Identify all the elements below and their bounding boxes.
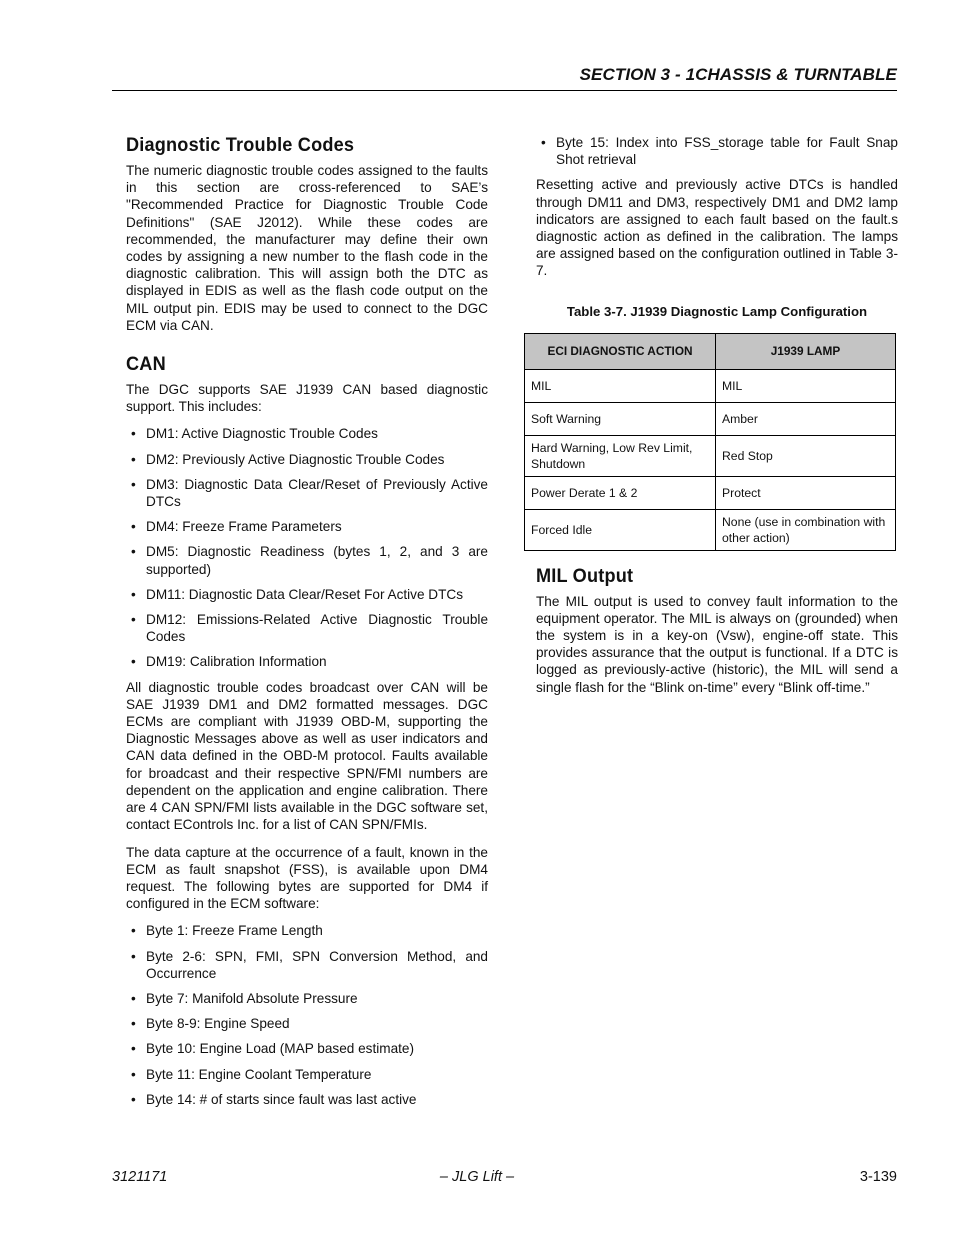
header-rule	[112, 90, 897, 91]
table-caption: Table 3-7. J1939 Diagnostic Lamp Configuration	[566, 303, 868, 319]
list-item: • DM5: Diagnostic Readiness (bytes 1, 2, and 3 are supported)	[131, 544, 488, 577]
lamp-config-table	[524, 333, 896, 551]
table-cell: Hard Warning, Low Rev Limit, Shutdown	[525, 435, 716, 476]
list-item: • DM4: Freeze Frame Parameters	[131, 519, 342, 535]
table-row	[525, 369, 896, 402]
list-item: • Byte 10: Engine Load (MAP based estimate)	[131, 1041, 415, 1057]
mil-paragraph: The MIL output is used to convey fault information to the equipment operator. The MIL is always on (grounded) when the system is in a key-on (Vsw), engine-off state. This provides assurance that the output is functional. If a DTC is logged as previously-active (historic), the MIL will send a single flash for the “Blink on-time” every “Blink off-time.”	[536, 593, 898, 695]
section-title: SECTION 3 - 1CHASSIS & TURNTABLE	[579, 65, 897, 84]
table-cell: Protect	[716, 476, 896, 509]
table-cell: MIL	[716, 369, 896, 402]
column-header: J1939 LAMP	[716, 333, 896, 369]
list-item: • Byte 2-6: SPN, FMI, SPN Conversion Method, and Occurrence	[131, 948, 488, 981]
list-item: • DM2: Previously Active Diagnostic Trouble Codes	[131, 451, 445, 467]
column-header: ECI DIAGNOSTIC ACTION	[525, 333, 716, 369]
table-cell: Forced Idle	[525, 509, 716, 550]
dtc-paragraph: The numeric diagnostic trouble codes assigned to the faults in this section are cross-referenced to SAE’s "Recommended Practice for Diagnostic Trouble Code Definitions" (SAE J2012). While these codes are recommended, the manufacturer may define their own codes by assigning a new number to the flash code in the diagnostic calibration. This will assign both the DTC as displayed in EDIS as well as the flash code output on the MIL output pin. EDIS may be used to connect to the DGC ECM via CAN.	[126, 163, 488, 333]
dtc-heading: Diagnostic Trouble Codes	[126, 134, 355, 156]
table-cell: MIL	[525, 369, 716, 402]
can-heading: CAN	[126, 353, 166, 376]
byte-list	[126, 922, 488, 1108]
list-item: • DM1: Active Diagnostic Trouble Codes	[131, 426, 378, 442]
byte-list-continued	[536, 134, 898, 168]
list-item: • Byte 7: Manifold Absolute Pressure	[131, 990, 358, 1006]
left-column	[126, 134, 488, 1116]
table-cell: Red Stop	[716, 435, 896, 476]
list-item: • Byte 14: # of starts since fault was last active	[131, 1091, 417, 1107]
table-row	[525, 435, 896, 476]
list-item: • Byte 11: Engine Coolant Temperature	[131, 1066, 372, 1082]
table-cell: Amber	[716, 402, 896, 435]
list-item: • DM11: Diagnostic Data Clear/Reset For Active DTCs	[131, 586, 464, 602]
list-item: • DM19: Calibration Information	[131, 654, 327, 670]
table-cell: Power Derate 1 & 2	[525, 476, 716, 509]
can-intro: The DGC supports SAE J1939 CAN based diagnostic support. This includes:	[126, 382, 488, 415]
mil-heading: MIL Output	[536, 564, 634, 587]
table-header-row	[525, 333, 896, 369]
list-item: • Byte 8-9: Engine Speed	[131, 1016, 290, 1032]
table-cell: Soft Warning	[525, 402, 716, 435]
dm-list	[126, 425, 488, 670]
right-column	[531, 134, 898, 706]
list-item: • Byte 15: Index into FSS_storage table for Fault Snap Shot retrieval	[541, 135, 898, 168]
table-row	[525, 476, 896, 509]
table-row	[525, 509, 896, 550]
list-item: • DM3: Diagnostic Data Clear/Reset of Previously Active DTCs	[131, 476, 488, 510]
list-item: • Byte 1: Freeze Frame Length	[131, 923, 323, 939]
list-item: • DM12: Emissions-Related Active Diagnostic Trouble Codes	[131, 612, 488, 645]
can-paragraph-2: All diagnostic trouble codes broadcast over CAN will be SAE J1939 DM1 and DM2 formatted messages. DGC ECMs are compliant with J1939 OBD-M, supporting the Diagnostic Messages above as well as user indicators and CAN data defined in the OBD-M protocol. Faults available for broadcast and their respective SPN/FMI numbers are dependent on the application and engine calibration. There are 4 CAN SPN/FMI lists available in the DGC software set, contact EControls Inc. for a list of CAN SPN/FMIs.	[126, 679, 488, 833]
footer-doc-number: 3121171	[112, 1169, 168, 1185]
footer-page-number: 3-139	[859, 1169, 897, 1185]
table-cell: None (use in combination with other action)	[716, 509, 896, 550]
reset-paragraph: Resetting active and previously active DTCs is handled through DM11 and DM3, respectively DM1 and DM2 lamp indicators are assigned to each fault based on the fault.s diagnostic action as defined in the calibration. The lamps are assigned based on the configuration outlined in Table 3-7.	[536, 177, 898, 279]
footer-brand: – JLG Lift –	[439, 1169, 515, 1185]
table-row	[525, 402, 896, 435]
can-paragraph-3: The data capture at the occurrence of a fault, known in the ECM as fault snapshot (FSS), is available upon DM4 request. The following bytes are supported for DM4 if configured in the ECM software:	[126, 844, 488, 912]
